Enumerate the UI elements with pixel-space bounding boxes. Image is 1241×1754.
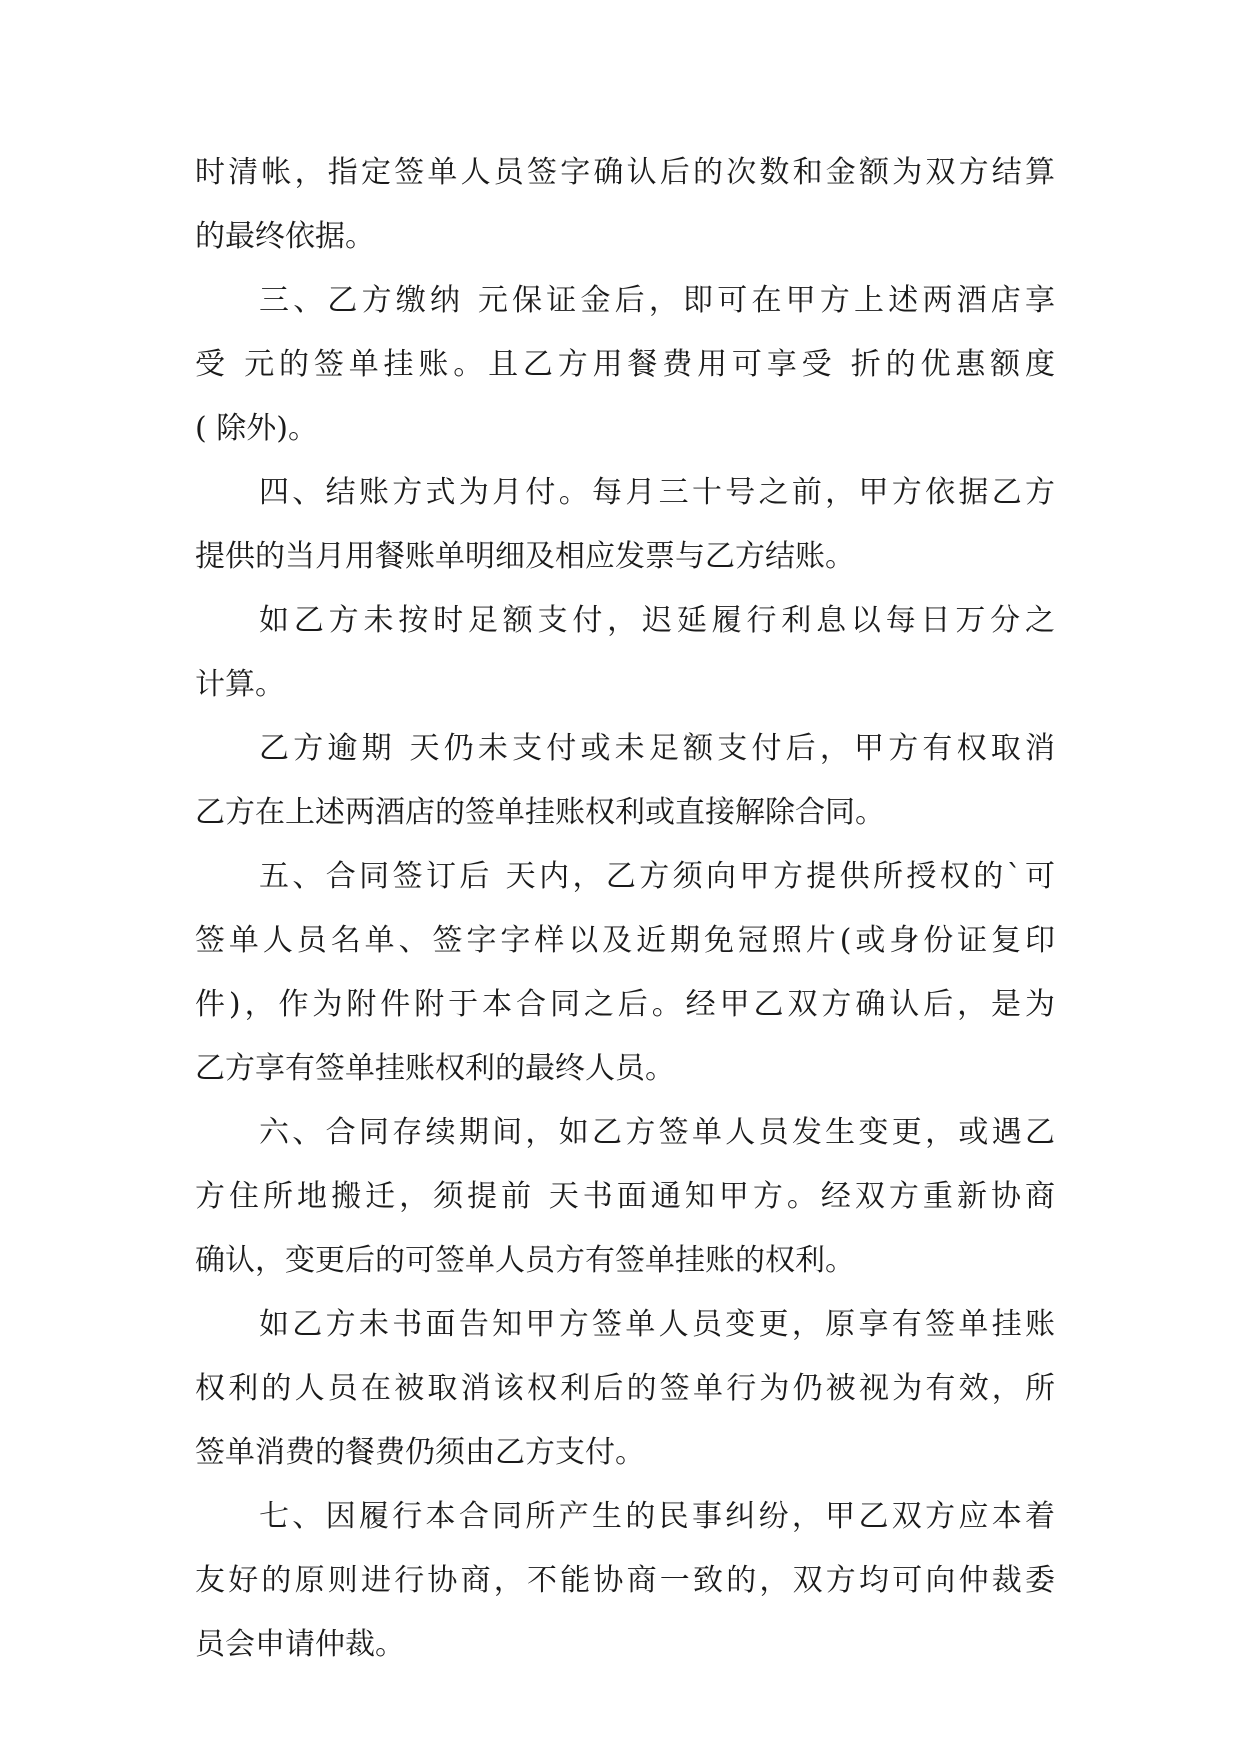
- clause-6-line: 六、合同存续期间，如乙方签单人员发生变更，或遇乙: [259, 1115, 1055, 1150]
- text-line: 员会申请仲裁。: [195, 1627, 405, 1662]
- text-line: 乙方享有签单挂账权利的最终人员。: [195, 1051, 675, 1086]
- clause-4-line: 四、结账方式为月付。每月三十号之前，甲方依据乙方: [259, 475, 1055, 510]
- text-line: 权利的人员在被取消该权利后的签单行为仍被视为有效，所: [195, 1371, 1055, 1406]
- text-line: 签单消费的餐费仍须由乙方支付。: [195, 1435, 645, 1470]
- paragraph-line: 如乙方未按时足额支付，迟延履行利息以每日万分之: [259, 603, 1055, 638]
- clause-5-line: 五、合同签订后 天内，乙方须向甲方提供所授权的`可: [259, 859, 1055, 894]
- paragraph-line: 乙方逾期 天仍未支付或未足额支付后，甲方有权取消: [259, 731, 1055, 766]
- text-line: ( 除外)。: [195, 411, 318, 446]
- document-body: [195, 155, 1055, 1691]
- clause-3-line: 三、乙方缴纳 元保证金后，即可在甲方上述两酒店享: [259, 283, 1055, 318]
- text-line: 提供的当月用餐账单明细及相应发票与乙方结账。: [195, 539, 855, 574]
- text-line: 的最终依据。: [195, 219, 375, 254]
- text-line: 计算。: [195, 667, 285, 702]
- text-line: 时清帐，指定签单人员签字确认后的次数和金额为双方结算: [195, 155, 1055, 190]
- text-line: 受 元的签单挂账。且乙方用餐费用可享受 折的优惠额度: [195, 347, 1055, 382]
- text-line: 件)，作为附件附于本合同之后。经甲乙双方确认后，是为: [195, 987, 1055, 1022]
- text-line: 乙方在上述两酒店的签单挂账权利或直接解除合同。: [195, 795, 885, 830]
- text-line: 友好的原则进行协商，不能协商一致的，双方均可向仲裁委: [195, 1563, 1055, 1598]
- text-line: 签单人员名单、签字字样以及近期免冠照片(或身份证复印: [195, 923, 1055, 958]
- text-line: 方住所地搬迁，须提前 天书面通知甲方。经双方重新协商: [195, 1179, 1055, 1214]
- paragraph-line: 如乙方未书面告知甲方签单人员变更，原享有签单挂账: [259, 1307, 1055, 1342]
- clause-7-line: 七、因履行本合同所产生的民事纠纷，甲乙双方应本着: [259, 1499, 1055, 1534]
- text-line: 确认，变更后的可签单人员方有签单挂账的权利。: [195, 1243, 855, 1278]
